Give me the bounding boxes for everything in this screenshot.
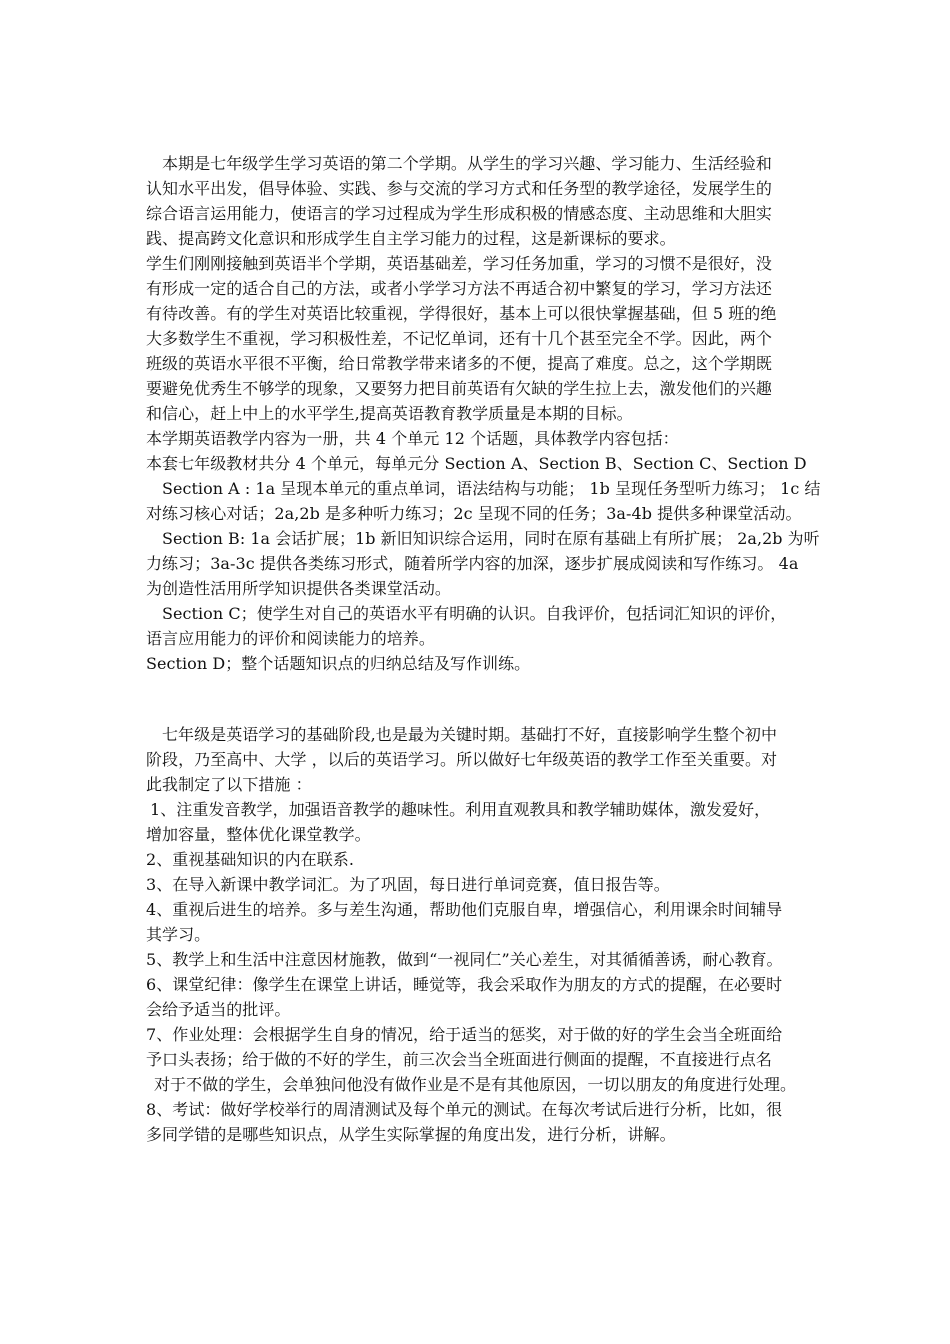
list-item-line: 其学习。	[146, 925, 211, 944]
list-item-line: 2、重视基础知识的内在联系.	[146, 850, 354, 869]
paragraph-line: 要避免优秀生不够学的现象，又要努力把目前英语有欠缺的学生拉上去，激发他们的兴趣	[146, 379, 772, 398]
paragraph-line: 本期是七年级学生学习英语的第二个学期。从学生的学习兴趣、学习能力、生活经验和	[162, 154, 772, 173]
section-c-line: Section C；使学生对自己的英语水平有明确的认识。自我评价，包括词汇知识的评价，	[162, 604, 787, 623]
section-b-line: 为创造性活用所学知识提供各类课堂活动。	[146, 579, 451, 598]
list-item-line: 6、课堂纪律：像学生在课堂上讲话，睡觉等，我会采取作为朋友的方式的提醒，在必要时	[146, 975, 783, 994]
list-item-line: 5、教学上和生活中注意因材施教，做到“一视同仁”关心差生，对其循循善诱，耐心教育。	[146, 950, 783, 969]
paragraph-line: 本套七年级教材共分 4 个单元，每单元分 Section A、Section B、Section C、Section D	[146, 454, 807, 473]
paragraph-line: 此我制定了以下措施 ：	[146, 775, 312, 794]
list-item-line: 增加容量，整体优化课堂教学。	[146, 825, 371, 844]
list-item-line: 8、考试：做好学校举行的周清测试及每个单元的测试。在每次考试后进行分析，比如，很	[146, 1100, 783, 1119]
list-item-line: 1、注重发音教学，加强语音教学的趣味性。利用直观教具和教学辅助媒体，激发爱好，	[150, 800, 771, 819]
list-item-line: 予口头表扬；给于做的不好的学生，前三次会当全班面进行侧面的提醒，不直接进行点名	[146, 1050, 772, 1069]
paragraph-line: 践、提高跨文化意识和形成学生自主学习能力的过程，这是新课标的要求。	[146, 229, 676, 248]
paragraph-line: 大多数学生不重视，学习积极性差，不记忆单词，还有十几个甚至完全不学。因此，两个	[146, 329, 772, 348]
paragraph-line: 本学期英语教学内容为一册，共 4 个单元 12 个话题，具体教学内容包括：	[146, 429, 679, 448]
section-b-line: Section B: 1a 会话扩展；1b 新旧知识综合运用，同时在原有基础上有所扩展； 2a,2b 为听	[162, 529, 820, 548]
paragraph-line: 和信心，赶上中上的水平学生,提高英语教育教学质量是本期的目标。	[146, 404, 633, 423]
paragraph-line: 认知水平出发，倡导体验、实践、参与交流的学习方式和任务型的教学途径，发展学生的	[146, 179, 772, 198]
section-a-line: 对练习核心对话；2a,2b 是多种听力练习；2c 呈现不同的任务；3a-4b 提供多种课堂活动。	[146, 504, 802, 523]
paragraph-line: 七年级是英语学习的基础阶段,也是最为关键时期。基础打不好，直接影响学生整个初中	[162, 725, 778, 744]
list-item-line: 多同学错的是哪些知识点，从学生实际掌握的角度出发，进行分析，讲解。	[146, 1125, 676, 1144]
paragraph-line: 有待改善。有的学生对英语比较重视，学得很好，基本上可以很快掌握基础，但 5 班的绝	[146, 304, 777, 323]
paragraph-line: 有形成一定的适合自己的方法，或者小学学习方法不再适合初中繁复的学习，学习方法还	[146, 279, 772, 298]
list-item-line: 会给予适当的批评。	[146, 1000, 291, 1019]
paragraph-line: 学生们刚刚接触到英语半个学期，英语基础差，学习任务加重，学习的习惯不是很好，没	[146, 254, 772, 273]
list-item-line: 对于不做的学生，会单独问他没有做作业是不是有其他原因，一切以朋友的角度进行处理。	[154, 1075, 797, 1094]
list-item-line: 7、作业处理：会根据学生自身的情况，给于适当的惩奖，对于做的好的学生会当全班面给	[146, 1025, 783, 1044]
section-c-line: 语言应用能力的评价和阅读能力的培养。	[146, 629, 435, 648]
list-item-line: 3、在导入新课中教学词汇。为了巩固，每日进行单词竞赛，值日报告等。	[146, 875, 670, 894]
paragraph-line: 综合语言运用能力，使语言的学习过程成为学生形成积极的情感态度、主动思维和大胆实	[146, 204, 772, 223]
section-b-line: 力练习；3a-3c 提供各类练习形式，随着所学内容的加深，逐步扩展成阅读和写作练习。 4a	[146, 554, 799, 573]
section-a-line: Section A : 1a 呈现本单元的重点单词，语法结构与功能； 1b 呈现任务型听力练习； 1c 结	[162, 479, 821, 498]
paragraph-line: 班级的英语水平很不平衡，给日常教学带来诸多的不便，提高了难度。总之，这个学期既	[146, 354, 772, 373]
paragraph-line: 阶段，乃至高中、大学 ，以后的英语学习。所以做好七年级英语的教学工作至关重要。对	[146, 750, 778, 769]
section-d-line: Section D；整个话题知识点的归纳总结及写作训练。	[146, 654, 531, 673]
list-item-line: 4、重视后进生的培养。多与差生沟通，帮助他们克服自卑，增强信心，利用课余时间辅导	[146, 900, 783, 919]
